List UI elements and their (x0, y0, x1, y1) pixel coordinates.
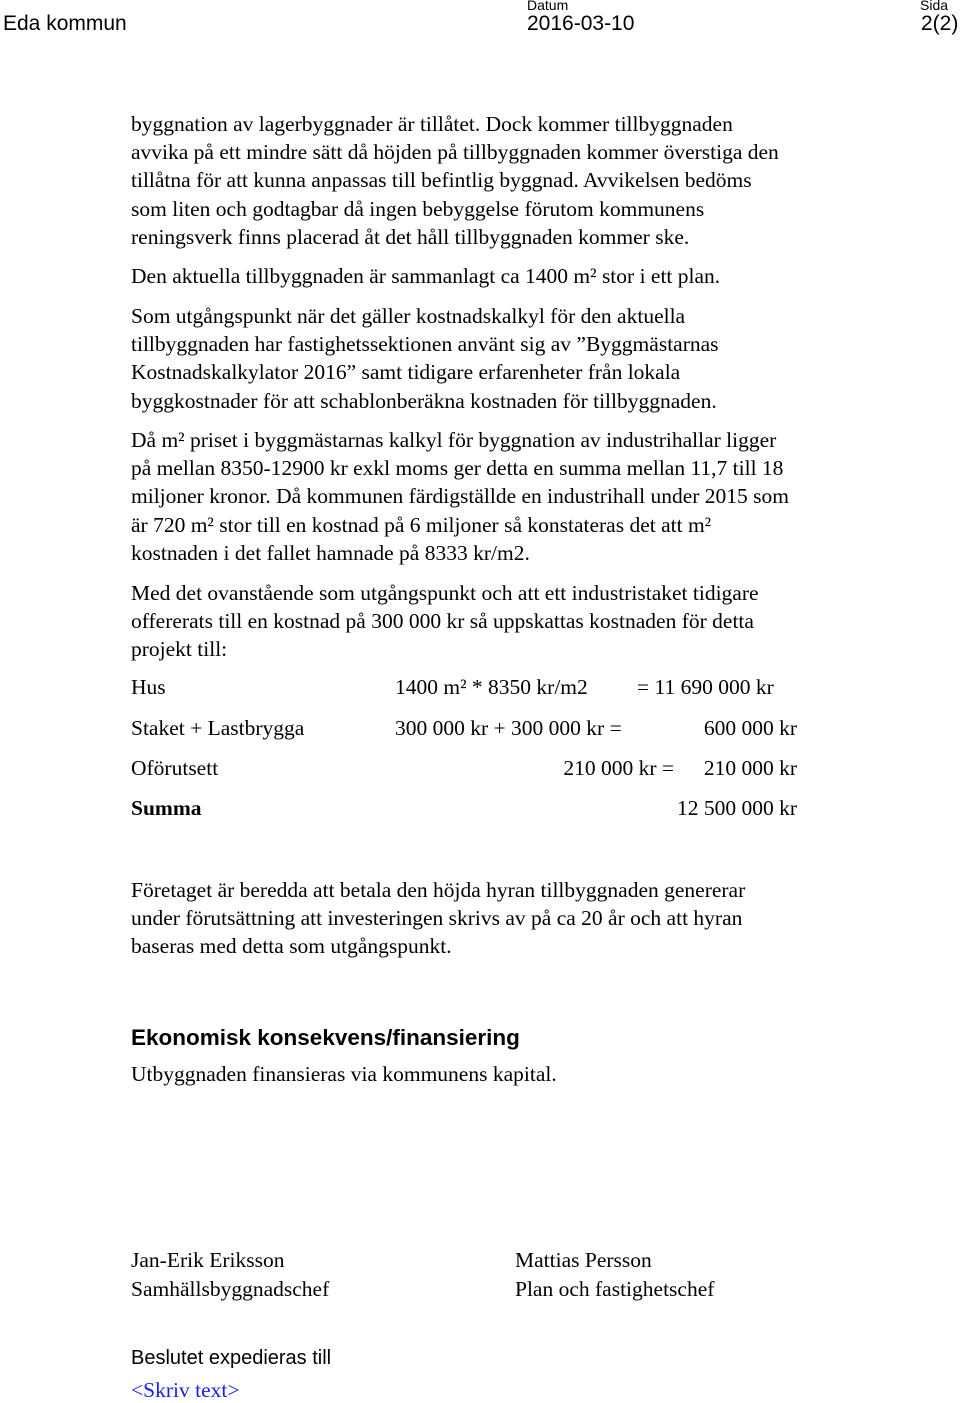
cost-calculation: 1400 m² * 8350 kr/m2 (395, 675, 588, 699)
text-line: under förutsättning att investeringen skrivs av på ca 20 år och att hyran (131, 906, 743, 931)
text-line: reningsverk finns placerad åt det håll tillbyggnaden kommer ske. (131, 224, 690, 249)
paragraph-cost-basis (131, 302, 891, 415)
text-line: kostnaden i det fallet hamnade på 8333 kr/m2. (131, 540, 530, 565)
cost-total-sum: 12 500 000 kr (676, 796, 797, 820)
text-line: offererats till en kostnad på 300 000 kr så uppskattas kostnaden för detta (131, 609, 754, 634)
text-line: på mellan 8350-12900 kr exkl moms ger detta en summa mellan 11,7 till 18 (131, 456, 784, 481)
text-line: tillbyggnaden har fastighetssektionen använt sig av ”Byggmästarnas (131, 332, 719, 357)
signatory-1 (131, 1246, 329, 1303)
date-value: 2016-03-10 (527, 12, 635, 35)
cost-label: Hus (131, 675, 166, 699)
text-line: Som utgångspunkt när det gäller kostnadskalkyl för den aktuella (131, 304, 686, 328)
text-line: Den aktuella tillbyggnaden är sammanlagt ca 1400 m² stor i ett plan. (131, 264, 721, 288)
paragraph-building-permission (131, 110, 891, 251)
cost-total: 600 000 kr (703, 716, 797, 740)
text-line: Kostnadskalkylator 2016” samt tidigare erfarenheter från lokala (131, 360, 681, 385)
cost-row-summa (131, 796, 811, 824)
text-line: Då m² priset i byggmästarnas kalkyl för byggnation av industrihallar ligger (131, 428, 777, 452)
paragraph-price-comparison (131, 426, 891, 567)
cost-result: = 11 690 000 kr (637, 675, 774, 699)
text-line: tillåtna för att kunna anpassas till befintlig byggnad. Avvikelsen bedöms (131, 168, 752, 193)
cost-label: Oförutsett (131, 756, 219, 780)
cost-label-sum: Summa (131, 796, 202, 820)
text-line: byggnation av lagerbyggnader är tillåtet. Dock kommer tillbyggnaden (131, 112, 733, 136)
paragraph-building-size (131, 262, 891, 290)
cost-row-staket (131, 716, 811, 744)
page-label: Sida (920, 0, 949, 13)
paragraph-estimate-intro (131, 579, 891, 664)
signatory-title: Plan och fastighetschef (515, 1276, 715, 1301)
signatory-name: Jan-Erik Eriksson (131, 1248, 285, 1272)
cost-calculation: 210 000 kr = (563, 756, 674, 780)
text-line: baseras med detta som utgångspunkt. (131, 934, 452, 959)
cost-calculation: 300 000 kr + 300 000 kr = (395, 716, 622, 740)
cost-total: 210 000 kr (703, 756, 797, 780)
section-text (131, 1060, 891, 1088)
cost-row-oforutsett (131, 756, 811, 784)
signatory-name: Mattias Persson (515, 1248, 652, 1272)
section-heading: Ekonomisk konsekvens/finansiering (131, 1025, 520, 1050)
paragraph-tenant-commitment (131, 876, 891, 961)
text-line: som liten och godtagbar då ingen bebyggelse förutom kommunens (131, 196, 705, 221)
text-line: byggkostnader för att schablonberäkna kostnaden för tillbyggnaden. (131, 388, 717, 413)
page-number: 2(2) (921, 12, 959, 35)
distribution-placeholder-field[interactable]: <Skriv text> (131, 1378, 240, 1402)
organization-name: Eda kommun (3, 12, 127, 35)
signatory-title: Samhällsbyggnadschef (131, 1276, 330, 1301)
date-label: Datum (527, 0, 569, 13)
cost-row-hus (131, 675, 811, 703)
text-line: är 720 m² stor till en kostnad på 6 miljoner så konstateras det att m² (131, 512, 712, 537)
text-line: projekt till: (131, 637, 228, 662)
text-line: Företaget är beredda att betala den höjda hyran tillbyggnaden genererar (131, 878, 746, 902)
text-line: miljoner kronor. Då kommunen färdigställde en industrihall under 2015 som (131, 484, 790, 509)
text-line: avvika på ett mindre sätt då höjden på tillbyggnaden kommer överstiga den (131, 140, 779, 165)
distribution-label: Beslutet expedieras till (131, 1347, 332, 1369)
cost-label: Staket + Lastbrygga (131, 716, 305, 740)
text-line: Med det ovanstående som utgångspunkt och att ett industristaket tidigare (131, 581, 759, 605)
signatory-2 (515, 1246, 714, 1303)
text-line: Utbyggnaden finansieras via kommunens kapital. (131, 1062, 557, 1086)
